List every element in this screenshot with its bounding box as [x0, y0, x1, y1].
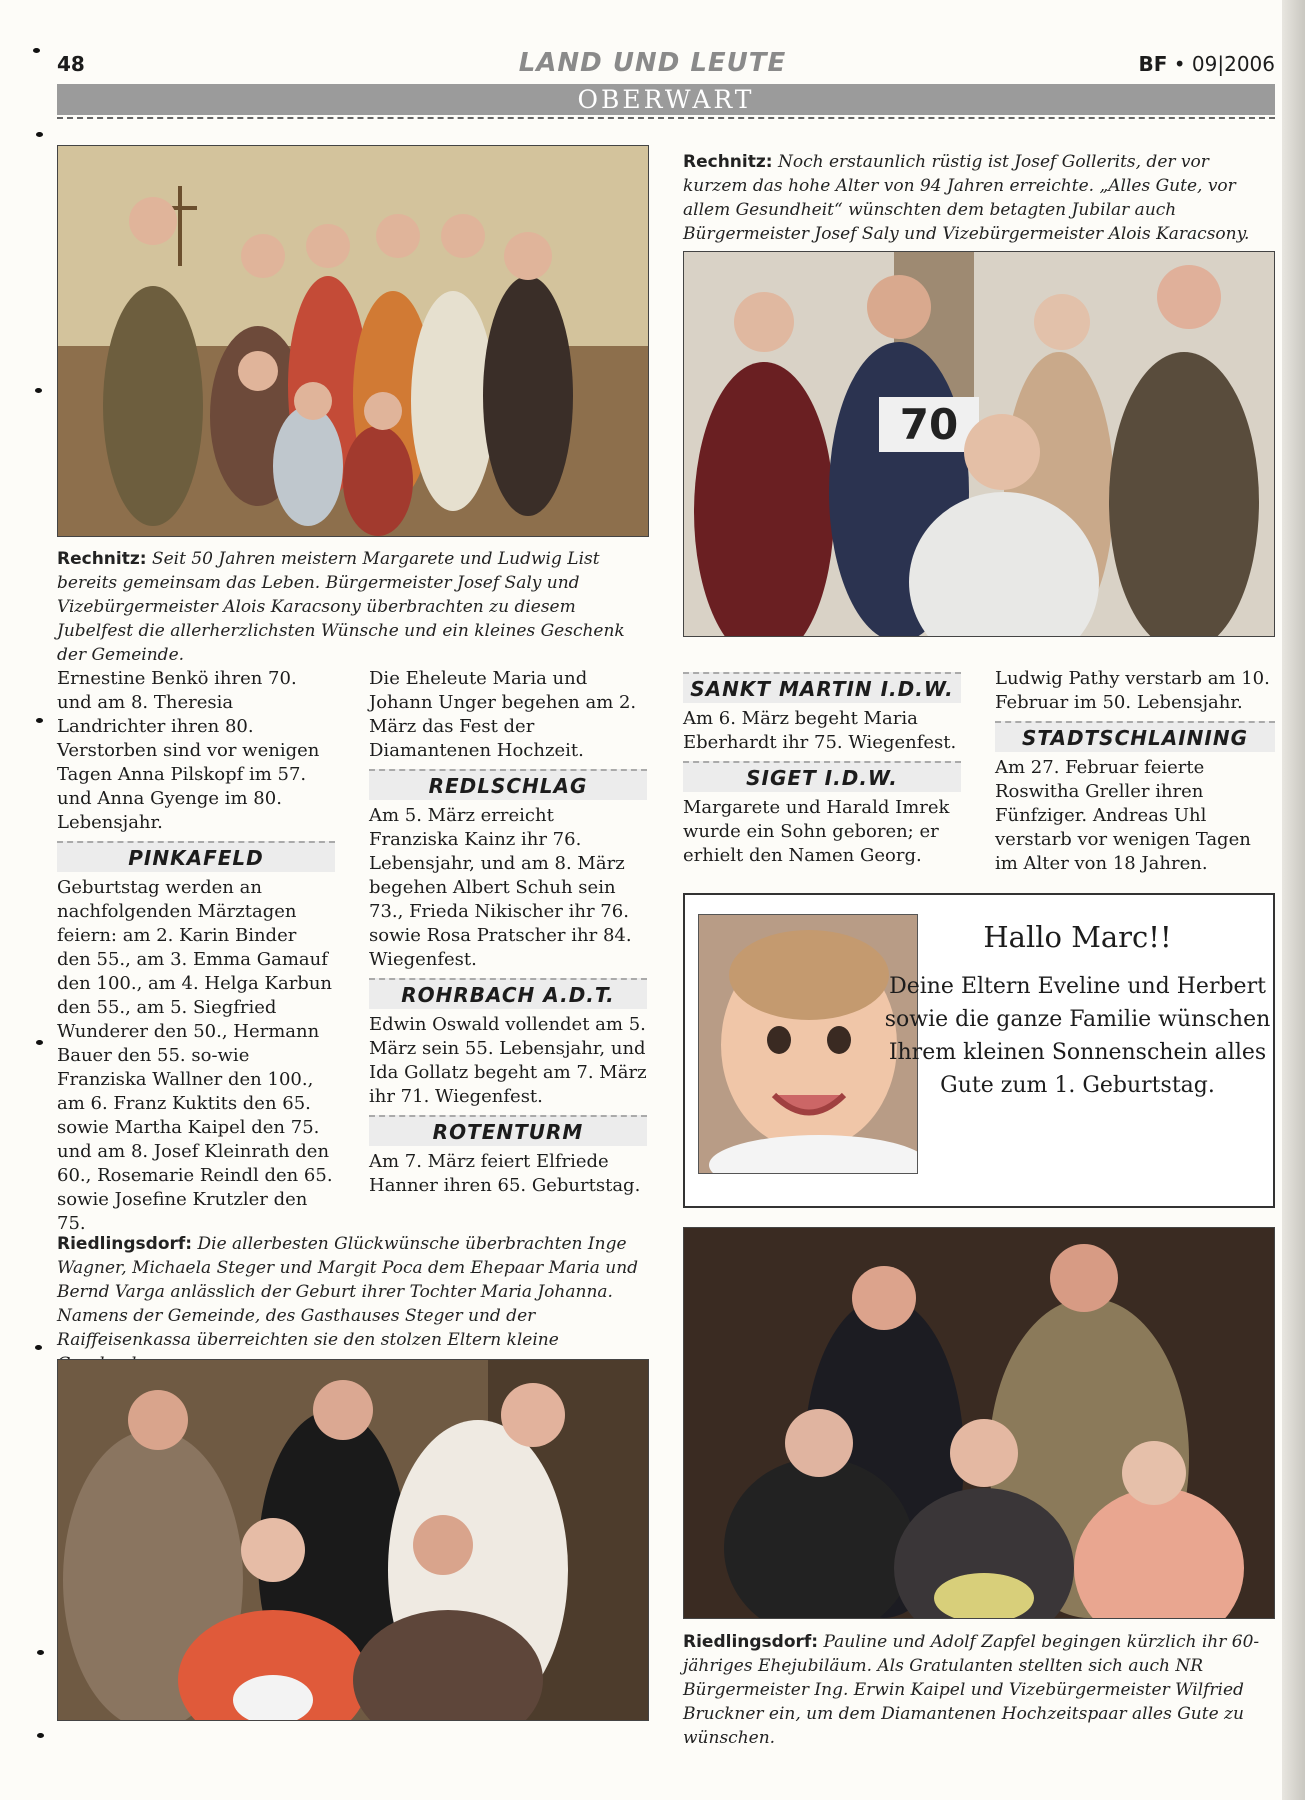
caption-text: Die allerbesten Glückwünsche überbrachten Inge Wagner, Michaela Steger und Margit Poca dem Ehepaar Maria und Bernd Varga anlässlich der Geburt ihrer Tochter Maria Johanna. Namens der Gemeinde, des Gasthauses Steger und der Raiffeisenkassa überreichten sie den stolzen Eltern kleine — [57, 1234, 639, 1350]
photo-rechnitz-gollerits — [683, 251, 1275, 637]
caption-top-left — [57, 547, 649, 667]
heading-pinkafeld: PINKAFELD — [57, 841, 335, 872]
page-number: 48 — [57, 52, 85, 76]
scan-mark — [36, 132, 43, 137]
page-edge — [1282, 0, 1305, 1800]
svg-text:70: 70 — [899, 400, 959, 449]
paragraph: Die Eheleute Maria und Johann Unger begehen am 2. März das Fest der Diamantenen Hochzeit. — [369, 668, 637, 761]
scan-mark — [37, 1650, 44, 1655]
paragraph: Am 5. März erreicht Franziska Kainz ihr 76. Lebensjahr, und am 8. März begehen Albert Schuh sein 73., Frieda Nikischer ihr 76. sowie Rosa Pratscher ihr 84. Wiegenfest. — [369, 805, 632, 970]
paragraph: Am 27. Februar feierte Roswitha Greller ihren Fünfziger. Andreas Uhl verstarb vor wenigen Tagen im Alter von 18 Jahren. — [995, 757, 1251, 874]
caption-text: Noch erstaunlich rüstig ist Josef Gollerits, der vor kurzem das hohe Alter von 94 Jahren erreichte. „Alles Gute, vor allem Gesundheit“ wünschten dem betagten Jubilar auch Bürgermeister Josef Saly und Vizebürgermeister Alois Karacsony. — [683, 152, 1250, 244]
caption-place: Riedlingsdorf: — [57, 1234, 193, 1254]
heading-redlschlag: REDLSCHLAG — [369, 769, 647, 800]
greeting-title: Hallo Marc!! — [983, 920, 1172, 954]
column-3 — [683, 672, 961, 868]
paragraph: Am 7. März feiert Elfriede Hanner ihren 65. Geburtstag. — [369, 1151, 641, 1196]
heading-stadtschlaining: STADTSCHLAINING — [995, 721, 1275, 752]
scan-mark — [37, 1733, 44, 1738]
paragraph: Ludwig Pathy verstarb am 10. Februar im 50. Lebensjahr. — [995, 668, 1270, 713]
paragraph: Edwin Oswald vollendet am 5. März sein 55. Lebensjahr, und Ida Gollatz begeht am 7. März ihr 71. Wiegenfest. — [369, 1014, 647, 1107]
caption-text: Seit 50 Jahren meistern Margarete und Ludwig List bereits gemeinsam das Leben. Bürgermeister Josef Saly und Vizebürgermeister Alois Karacsony überbrachten zu diesem Jubelfest die allerherzlichsten Wünsche und ein kleines Geschenk der Gemeinde. — [57, 549, 625, 665]
scan-mark — [36, 1040, 43, 1045]
greeting-text: Deine Eltern Eveline und Herbert sowie die ganze Familie wünschen Ihrem kleinen Sonnenschein alles Gute zum 1. Geburtstag. — [884, 974, 1271, 1098]
publication-name: BF — [1138, 52, 1168, 76]
caption-text: Pauline und Adolf Zapfel begingen kürzlich ihr 60-jähriges Ehejubiläum. Als Gratulanten stellten sich auch NR Bürgermeister Ing. Erwin Kaipel und Vizebürgermeister Wilfried Bruckner ein, um dem Diamantenen Hochzeitspaar alles Gute zu wünschen. — [683, 1632, 1260, 1748]
scan-mark — [35, 1345, 42, 1350]
photo-rechnitz-list — [57, 145, 649, 537]
scan-mark — [35, 388, 42, 393]
caption-bottom-right — [683, 1630, 1275, 1750]
caption-top-right — [683, 150, 1275, 246]
column-4 — [995, 667, 1275, 876]
section-title: LAND UND LEUTE — [518, 48, 787, 78]
caption-place: Rechnitz: — [683, 152, 773, 172]
heading-rotenturm: ROTENTURM — [369, 1115, 647, 1146]
heading-siget: SIGET I.D.W. — [683, 761, 961, 792]
heading-sankt-martin: SANKT MARTIN I.D.W. — [683, 672, 961, 703]
heading-rohrbach: ROHRBACH A.D.T. — [369, 978, 647, 1009]
issue-number: 09|2006 — [1191, 52, 1275, 76]
caption-place: Rechnitz: — [57, 549, 147, 569]
caption-bottom-left — [57, 1232, 649, 1376]
photo-riedlingsdorf-varga — [57, 1359, 649, 1721]
column-1 — [57, 667, 335, 1236]
scan-mark — [36, 718, 43, 723]
header-divider — [57, 117, 1275, 119]
paragraph: Geburtstag werden an nachfolgenden Märztagen feiern: am 2. Karin Binder den 55., am 3. Emma Gamauf den 100., am 4. Helga Karbun den 55., am 5. Siegfried Wunderer den 50., Hermann Bauer den 55. so-wie Franziska Wallner den 100., am 6. Franz Kuktits den 65. sowie Martha Kaipel den 75. und am 8. Josef Kleinrath den 60., Rosemarie Reindl den 65. sowie Josefine Krutzler den 75. — [57, 877, 333, 1234]
region-bar: OBERWART — [57, 84, 1275, 115]
column-2 — [369, 667, 647, 1198]
paragraph: Am 6. März begeht Maria Eberhardt ihr 75. Wiegenfest. — [683, 708, 957, 753]
paragraph: Ernestine Benkö ihren 70. und am 8. Theresia Landrichter ihren 80. Verstorben sind vor wenigen Tagen Anna Pilskopf im 57. und Anna Gyenge im 80. Lebensjahr. — [57, 668, 320, 833]
paragraph: Margarete und Harald Imrek wurde ein Sohn geboren; er erhielt den Namen Georg. — [683, 797, 950, 866]
photo-riedlingsdorf-zapfel — [683, 1227, 1275, 1619]
issue-label: BF • 09|2006 — [1138, 52, 1275, 76]
caption-place: Riedlingsdorf: — [683, 1632, 819, 1652]
